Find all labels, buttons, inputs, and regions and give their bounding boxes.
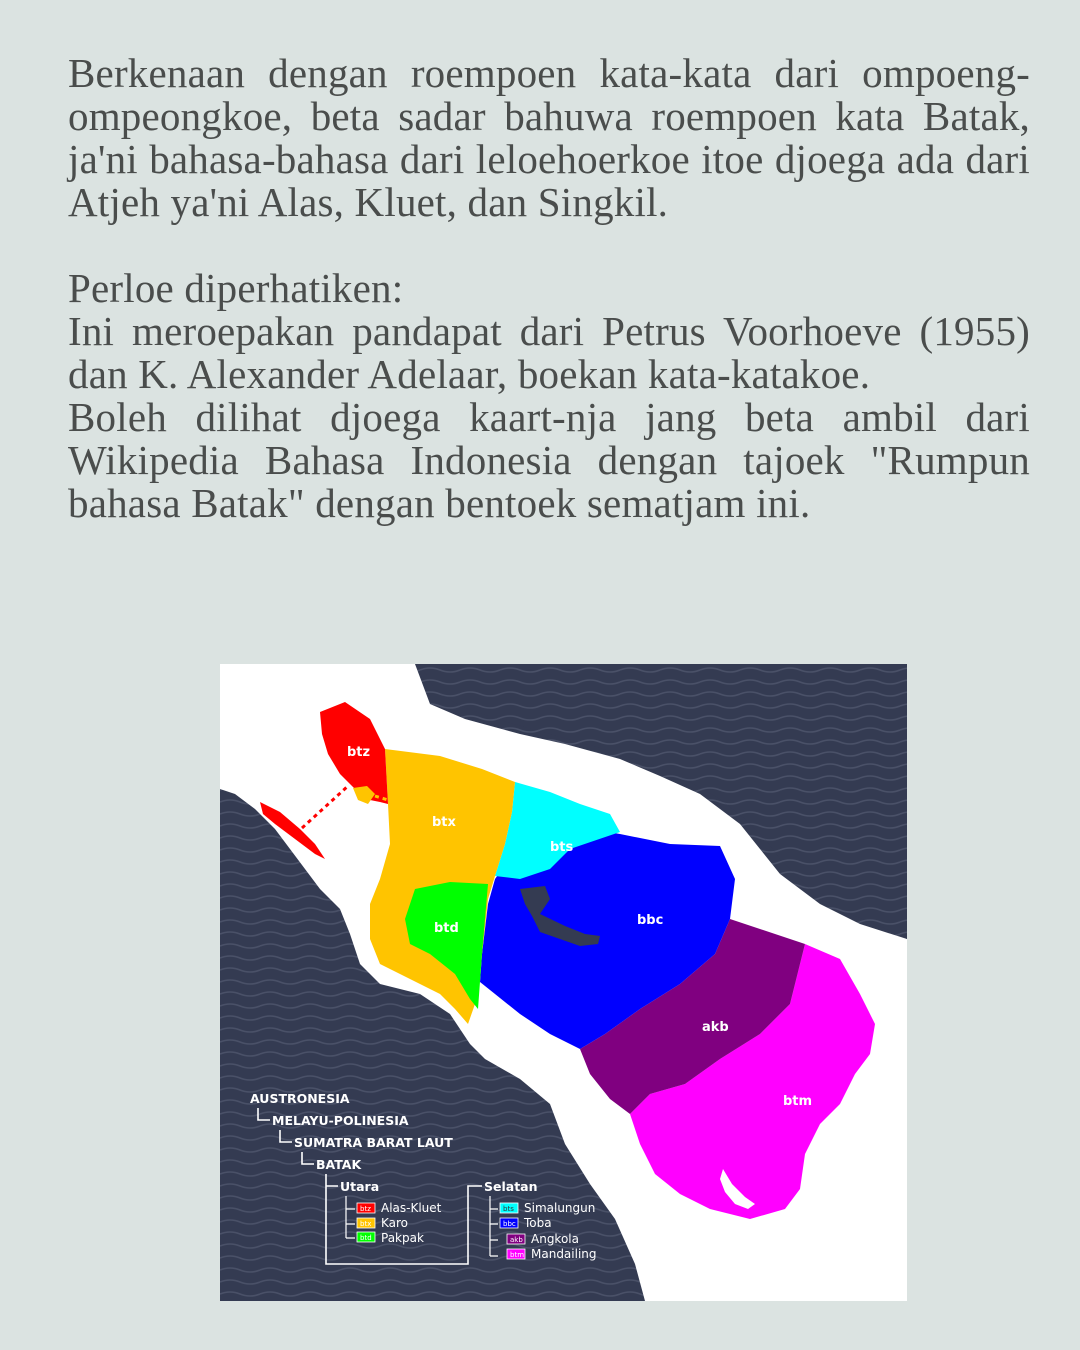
article-text <box>68 52 1030 525</box>
legend-name-simalungun: Simalungun <box>524 1201 596 1215</box>
legend-name-alas-kluet: Alas-Kluet <box>381 1201 442 1215</box>
legend-name-mandailing: Mandailing <box>531 1247 597 1261</box>
legend-code-btm: btm <box>510 1251 525 1259</box>
legend-code-bts: bts <box>503 1205 514 1213</box>
legend-code-akb: akb <box>510 1236 523 1244</box>
paragraph-intro: Berkenaan dengan roempoen kata-kata dari ompoeng-ompeongkoe, beta sadar bahuwa roempoen kata Batak, ja'ni bahasa-bahasa dari leloehoerkoe itoe djoega ada dari Atjeh ya'ni Alas, Kluet, dan Singkil. <box>68 50 1030 225</box>
map-svg <box>220 664 907 1301</box>
legend-north-title: Utara <box>340 1179 380 1194</box>
paragraph-gap <box>68 224 1030 267</box>
legend-code-btx: btx <box>360 1220 372 1228</box>
paragraph-map-reference: Boleh dilihat djoega kaart-nja jang beta ambil dari Wikipedia Bahasa Indonesia dengan tajoek "Rumpun bahasa Batak" dengan bentoek sematjam ini. <box>68 394 1030 526</box>
legend-name-angkola: Angkola <box>531 1232 579 1246</box>
legend-south-title: Selatan <box>484 1179 538 1194</box>
legend-root: AUSTRONESIA <box>250 1091 350 1106</box>
label-bbc: bbc <box>637 913 664 928</box>
note-heading: Perloe diperhatiken: <box>68 265 404 311</box>
paragraph-source: Ini meroepakan pandapat dari Petrus Voorhoeve (1955) dan K. Alexander Adelaar, boekan kata-katakoe. <box>68 308 1030 397</box>
label-bts: bts <box>550 840 574 855</box>
legend-name-toba: Toba <box>524 1216 552 1230</box>
legend-level-3: BATAK <box>316 1157 362 1172</box>
batak-language-map <box>220 664 907 1301</box>
legend-name-karo: Karo <box>381 1216 409 1230</box>
legend-level-1: MELAYU-POLINESIA <box>272 1113 409 1128</box>
legend-code-bbc: bbc <box>503 1220 516 1228</box>
legend-code-btd: btd <box>360 1234 372 1242</box>
legend-code-btz: btz <box>360 1205 371 1213</box>
legend-name-pakpak: Pakpak <box>381 1231 424 1245</box>
label-btx: btx <box>432 815 456 830</box>
label-akb: akb <box>702 1020 729 1035</box>
label-btm: btm <box>783 1094 813 1109</box>
legend-level-2: SUMATRA BARAT LAUT <box>294 1135 453 1150</box>
label-btz: btz <box>347 745 371 760</box>
label-btd: btd <box>434 921 459 936</box>
